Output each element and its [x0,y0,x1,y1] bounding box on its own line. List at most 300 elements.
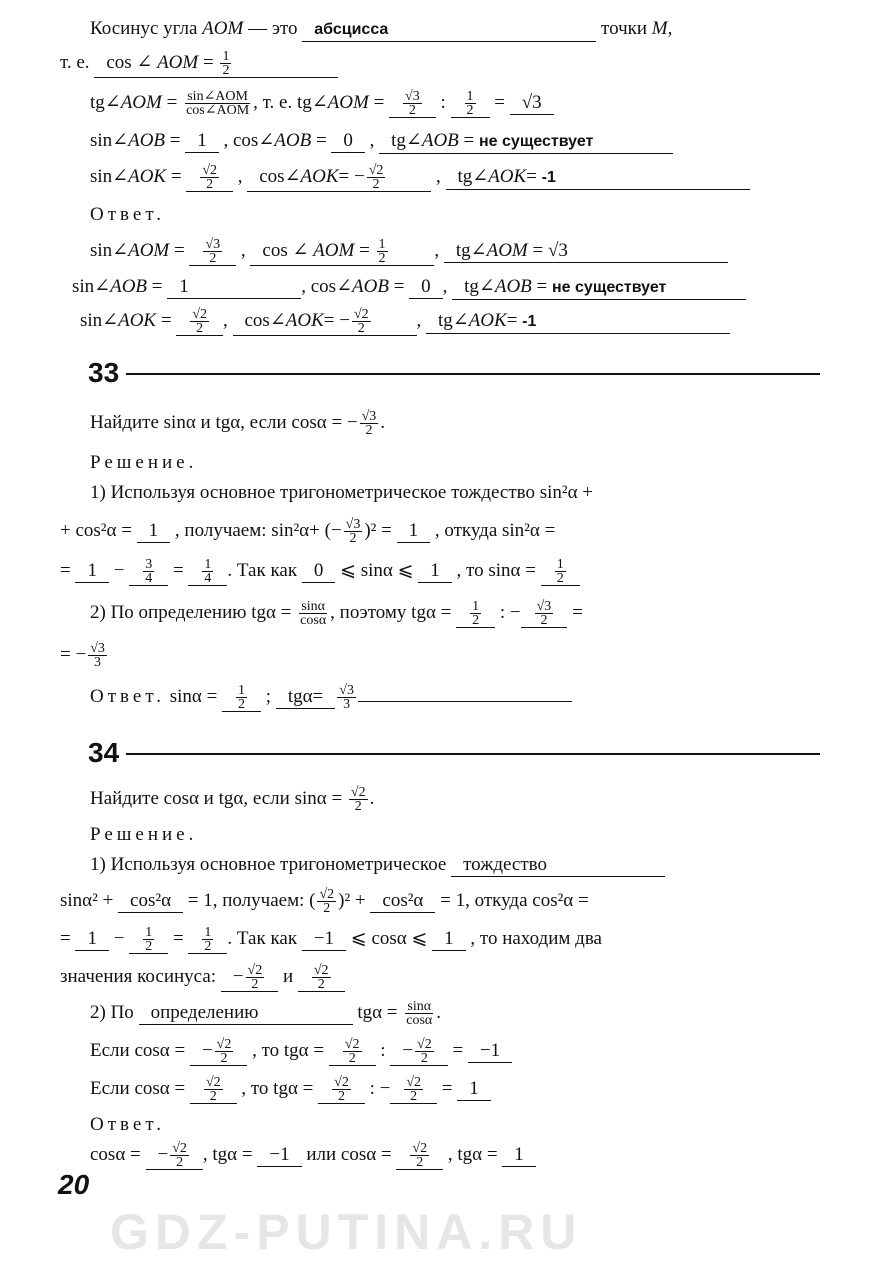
text: = − [338,165,365,187]
answer-blank[interactable] [188,926,227,954]
label-heading: Ответ. [90,204,165,225]
denominator: 2 [220,1051,228,1066]
denominator: 2 [466,103,474,118]
text: , то sinα = [451,559,541,581]
numerator: 3 [145,557,153,572]
math-variable: AOM [486,239,528,261]
group [464,276,666,297]
fraction [184,90,251,117]
text: = [447,1039,468,1061]
text: sin∠ [80,309,119,331]
math-variable: AOM [313,239,355,261]
text: , [431,165,446,187]
fraction [143,558,154,585]
answer-blank[interactable] [302,560,336,583]
text: . [369,787,375,809]
fraction [190,308,209,335]
answer-blank[interactable] [510,92,554,115]
answer-text: 0 [313,559,324,581]
text: , т. е. tg∠ [253,91,328,113]
answer-blank[interactable] [222,684,261,712]
answer-text: 1 [179,276,189,297]
answer-text: 1 [87,559,97,581]
text: + cos²α = [60,519,137,541]
text-line [60,964,345,992]
text: = [458,130,480,151]
answer-blank[interactable] [257,1144,301,1167]
fraction [410,1142,429,1169]
answer-blank[interactable] [137,520,171,543]
answer-blank[interactable] [409,276,443,299]
answer-blank[interactable] [379,130,673,154]
text: tg∠ [455,239,487,261]
denominator: 4 [145,571,153,586]
answer-blank[interactable] [276,686,335,709]
handwritten-answer: не существует [479,133,594,150]
numerator: √2 [368,163,384,178]
numerator: 1 [378,237,386,252]
answer-blank[interactable] [390,1076,437,1104]
text: = [60,927,76,949]
numerator: 1 [204,925,212,940]
answer-blank[interactable] [432,928,466,951]
math-variable: AOB [274,130,312,151]
group [402,1037,435,1066]
text: = − [323,309,350,331]
math-variable: AOB [128,130,166,151]
text: , tgα = [443,1143,503,1165]
numerator: 1 [238,683,246,698]
answer-blank[interactable] [146,1142,203,1170]
denominator: 2 [317,977,325,992]
text: = [147,276,168,297]
label-heading: Ответ. [90,1114,165,1135]
fraction [202,558,213,585]
denominator: 2 [238,697,246,712]
denominator: 2 [357,321,365,336]
denominator: 2 [204,939,212,954]
text: , tgα = [202,1143,258,1165]
text: = − [60,643,87,665]
group [244,307,373,336]
answer-blank[interactable] [221,964,278,992]
answer-text: 0 [343,130,353,151]
text: = [165,130,186,151]
answer-blank[interactable] [541,558,580,586]
answer-text: cos²α [130,889,172,911]
answer-blank[interactable] [318,1076,365,1104]
section-rule [126,373,820,375]
numerator: √2 [216,1037,232,1052]
numerator: √2 [313,963,329,978]
label-heading: Решение. [90,824,198,845]
group [201,1037,235,1066]
text: = √3 [527,239,568,261]
answer-blank[interactable] [456,600,495,628]
fraction [343,1038,362,1065]
answer-text: 0 [421,276,431,297]
answer-blank[interactable] [75,560,109,583]
math-variable: AOK [118,309,157,331]
text: sinα² + [60,889,119,911]
fraction [202,926,213,953]
denominator: 2 [416,1155,424,1170]
answer-blank[interactable] [418,560,452,583]
answer-blank[interactable] [190,1038,247,1066]
text: tg∠ [457,165,489,187]
denominator: 2 [372,177,380,192]
answer-blank[interactable] [129,558,168,586]
text-line [90,90,554,118]
answer-blank[interactable] [176,308,223,336]
answer-blank[interactable] [129,926,168,954]
numerator: √2 [344,1037,360,1052]
answer-blank[interactable] [329,1038,376,1066]
denominator: cosα [406,1013,433,1028]
math-variable: AOM [327,91,369,113]
numerator: 1 [145,925,153,940]
text: = [531,276,553,297]
text: = [567,601,583,623]
fraction [352,308,371,335]
numerator: √2 [406,1075,422,1090]
text: − [232,965,244,987]
text-line [60,50,338,78]
text: , cos∠ [218,130,275,151]
answer-text: −1 [269,1143,290,1165]
answer-text: 1 [87,927,97,949]
text-line [90,18,672,42]
denominator: 2 [408,103,416,118]
text: Найдите cosα и tgα, если sinα = [90,787,347,809]
handwritten-answer: -1 [541,168,556,186]
handwritten-answer: -1 [522,312,537,330]
denominator: 2 [176,1155,184,1170]
text: : [375,1039,391,1061]
label-heading: Ответ. [90,685,165,707]
text-line [72,276,746,300]
numerator: 1 [466,89,474,104]
fraction [470,600,481,627]
math-variable: AOB [352,276,389,297]
answer-blank[interactable] [190,1076,237,1104]
answer-blank[interactable] [396,1142,443,1170]
numerator: √2 [192,307,207,322]
answer-blank[interactable] [94,50,338,78]
fraction [415,1038,434,1065]
text: cos∠ [244,309,286,331]
answer-blank[interactable] [370,890,435,913]
fraction [298,600,328,627]
numerator: sinα [301,599,325,614]
math-variable: AOB [494,276,532,297]
answer-blank[interactable] [389,90,436,118]
text: )² = [364,519,397,541]
fraction [246,964,265,991]
numerator: √2 [412,1141,428,1156]
text-line [80,308,730,336]
text: , то tgα = [236,1077,319,1099]
text: значения косинуса: [60,965,221,987]
math-variable: AOM [120,91,162,113]
exercise-number-33: 33 [88,357,120,388]
answer-text: 1 [148,519,159,541]
numerator: √2 [172,1141,187,1156]
text: cos ∠ [262,239,314,261]
text: , [236,239,251,261]
text: = [437,1077,458,1099]
text-line [90,684,572,712]
answer-blank[interactable] [75,928,109,951]
denominator: 2 [209,1089,217,1104]
fraction [215,1038,234,1065]
text: , [233,165,248,187]
exercise-number-34: 34 [88,737,120,768]
text: = [198,51,219,73]
answer-text: 1 [469,1077,479,1099]
answer-blank[interactable] [502,1144,536,1167]
denominator: 2 [222,63,230,78]
text: = 1, откуда cos²α = [435,889,589,911]
text-line [60,888,589,915]
answer-blank[interactable] [250,238,434,266]
answer-blank[interactable] [302,928,346,951]
watermark: GDZ-PUTINA.RU [110,1204,583,1260]
text: . [380,411,386,433]
text: ⩽ sinα ⩽ [335,559,419,581]
text: , [416,309,426,331]
text: = [156,309,177,331]
text: = [60,559,76,581]
text: , получаем: sin²α+ (− [170,519,342,541]
fraction [203,238,222,265]
text: , [667,18,673,39]
text-line [90,1038,512,1066]
denominator: 2 [378,251,386,266]
text: ; [261,685,276,707]
denominator: 2 [556,571,564,586]
denominator: 2 [540,613,548,628]
denominator: 2 [206,177,214,192]
numerator: 1 [222,49,230,64]
answer-blank[interactable] [521,600,568,628]
answer-blank[interactable] [185,130,219,153]
text: или cosα = [301,1143,397,1165]
answer-text: 1 [408,519,419,541]
answer-text: tgα= [287,685,324,707]
fraction [236,684,247,711]
text-line [90,824,197,846]
text: , [223,309,233,331]
answer-blank[interactable] [189,238,236,266]
text: , то tgα = [247,1039,329,1061]
text: , [442,276,453,297]
denominator: 4 [204,571,212,586]
numerator: √2 [334,1075,349,1090]
text-line [60,642,109,669]
answer-blank[interactable] [331,130,365,153]
group [456,240,568,261]
text: = [368,91,390,113]
text: , то находим два [465,927,602,949]
text-line [90,238,728,266]
answer-blank[interactable] [457,1078,491,1101]
group [157,1141,191,1170]
denominator: cos∠AOM [186,103,250,118]
text: 1) Используя основное тригонометрическое тождество sin²α + [90,482,594,503]
text-line [90,1076,491,1104]
denominator: 2 [410,1089,418,1104]
denominator: 2 [349,531,357,546]
text-line [90,204,165,226]
math-variable: AOM [157,51,199,73]
fraction [204,1076,223,1103]
fraction [367,164,386,191]
text: = [489,91,510,113]
denominator: 2 [251,977,259,992]
text: = [526,165,542,187]
numerator: √2 [353,307,369,322]
answer-blank[interactable] [186,164,233,192]
text-line [90,854,665,877]
numerator: √3 [405,89,420,104]
answer-blank[interactable] [426,310,730,334]
text: и [278,965,298,987]
text: − [108,559,130,581]
group [232,963,266,992]
text: т. е. [60,51,95,73]
numerator: √3 [536,599,552,614]
text: tg∠ [391,130,422,151]
numerator: √3 [90,641,105,656]
math-variable: AOK [488,165,527,187]
math-variable: AOK [468,309,507,331]
answer-blank[interactable] [451,90,490,118]
fraction [535,600,554,627]
text-line [60,558,580,586]
denominator: 2 [323,901,331,916]
fraction [465,90,476,117]
text: = 1, получаем: ( [183,889,316,911]
answer-blank[interactable] [167,276,301,299]
denominator: 2 [196,321,204,336]
text: Если cosα = [90,1039,190,1061]
math-variable: AOK [285,309,324,331]
text-line [90,1114,165,1136]
section-rule [126,753,820,755]
answer-text: √3 [521,91,542,113]
fraction [200,164,219,191]
answer-blank[interactable] [451,854,665,877]
numerator: √2 [205,1075,221,1090]
answer-blank[interactable] [468,1040,512,1063]
text: − [108,927,130,949]
label-heading: Решение. [90,452,198,473]
text: : − [364,1077,391,1099]
answer-blank[interactable] [188,558,227,586]
text: 2) По определению tgα = [90,601,297,623]
denominator: 3 [94,655,102,670]
denominator: 2 [348,1051,356,1066]
answer-blank[interactable] [298,964,345,992]
text: 2) По [90,1001,139,1023]
text: sin∠ [90,165,129,187]
denominator: 2 [365,423,373,438]
math-variable: AOM [202,18,244,39]
text: = [168,559,189,581]
denominator: 2 [420,1051,428,1066]
fraction [337,684,356,711]
numerator: √2 [417,1037,432,1052]
answer-blank[interactable] [247,164,431,192]
text-line [60,518,555,545]
text-line [90,164,750,192]
text: Если cosα = [90,1077,190,1099]
text: cos∠ [259,165,301,187]
answer-text: −1 [479,1039,501,1061]
text: , cos∠ [301,276,352,297]
text: − [402,1039,414,1061]
answer-blank[interactable] [139,1002,353,1025]
math-variable: AOB [421,130,459,151]
answer-blank[interactable] [302,18,596,42]
denominator: 2 [354,799,362,814]
text: ⩽ cosα ⩽ [346,927,433,949]
text-line [90,130,673,154]
text: точки [596,18,652,39]
answer-blank[interactable] [446,166,750,190]
text: tg∠ [438,309,469,331]
answer-text: абсцисса [314,21,389,38]
answer-blank[interactable] [358,701,572,702]
answer-blank[interactable] [233,308,417,336]
answer-blank[interactable] [397,520,431,543]
denominator: 2 [337,1089,345,1104]
answer-blank[interactable] [452,276,746,300]
text: = [166,165,187,187]
text: sin∠ [90,239,129,261]
text: tgα = [352,1001,403,1023]
fraction [404,1076,423,1103]
fraction [170,1142,189,1169]
numerator: 1 [204,557,212,572]
text-line [60,926,602,954]
answer-blank[interactable] [118,890,183,913]
text: = [311,130,332,151]
fraction [555,558,566,585]
text: sin∠ [90,130,129,151]
text: . Так как [227,927,302,949]
denominator: cosα [300,613,327,628]
text: Косинус угла [90,18,203,39]
numerator: √3 [339,683,354,698]
fraction [143,926,154,953]
answer-blank[interactable] [390,1038,447,1066]
text: − [201,1039,213,1061]
text-line [90,410,385,437]
answer-text: −1 [313,927,335,949]
text: = [354,239,375,261]
fraction [312,964,331,991]
answer-text: 1 [444,927,454,949]
text: , откуда sin²α = [430,519,556,541]
text: sinα = [164,685,223,707]
fraction [88,642,107,669]
text: : [435,91,451,113]
answer-blank[interactable] [444,240,728,263]
text: = [168,927,189,949]
text: . Так как [227,559,302,581]
